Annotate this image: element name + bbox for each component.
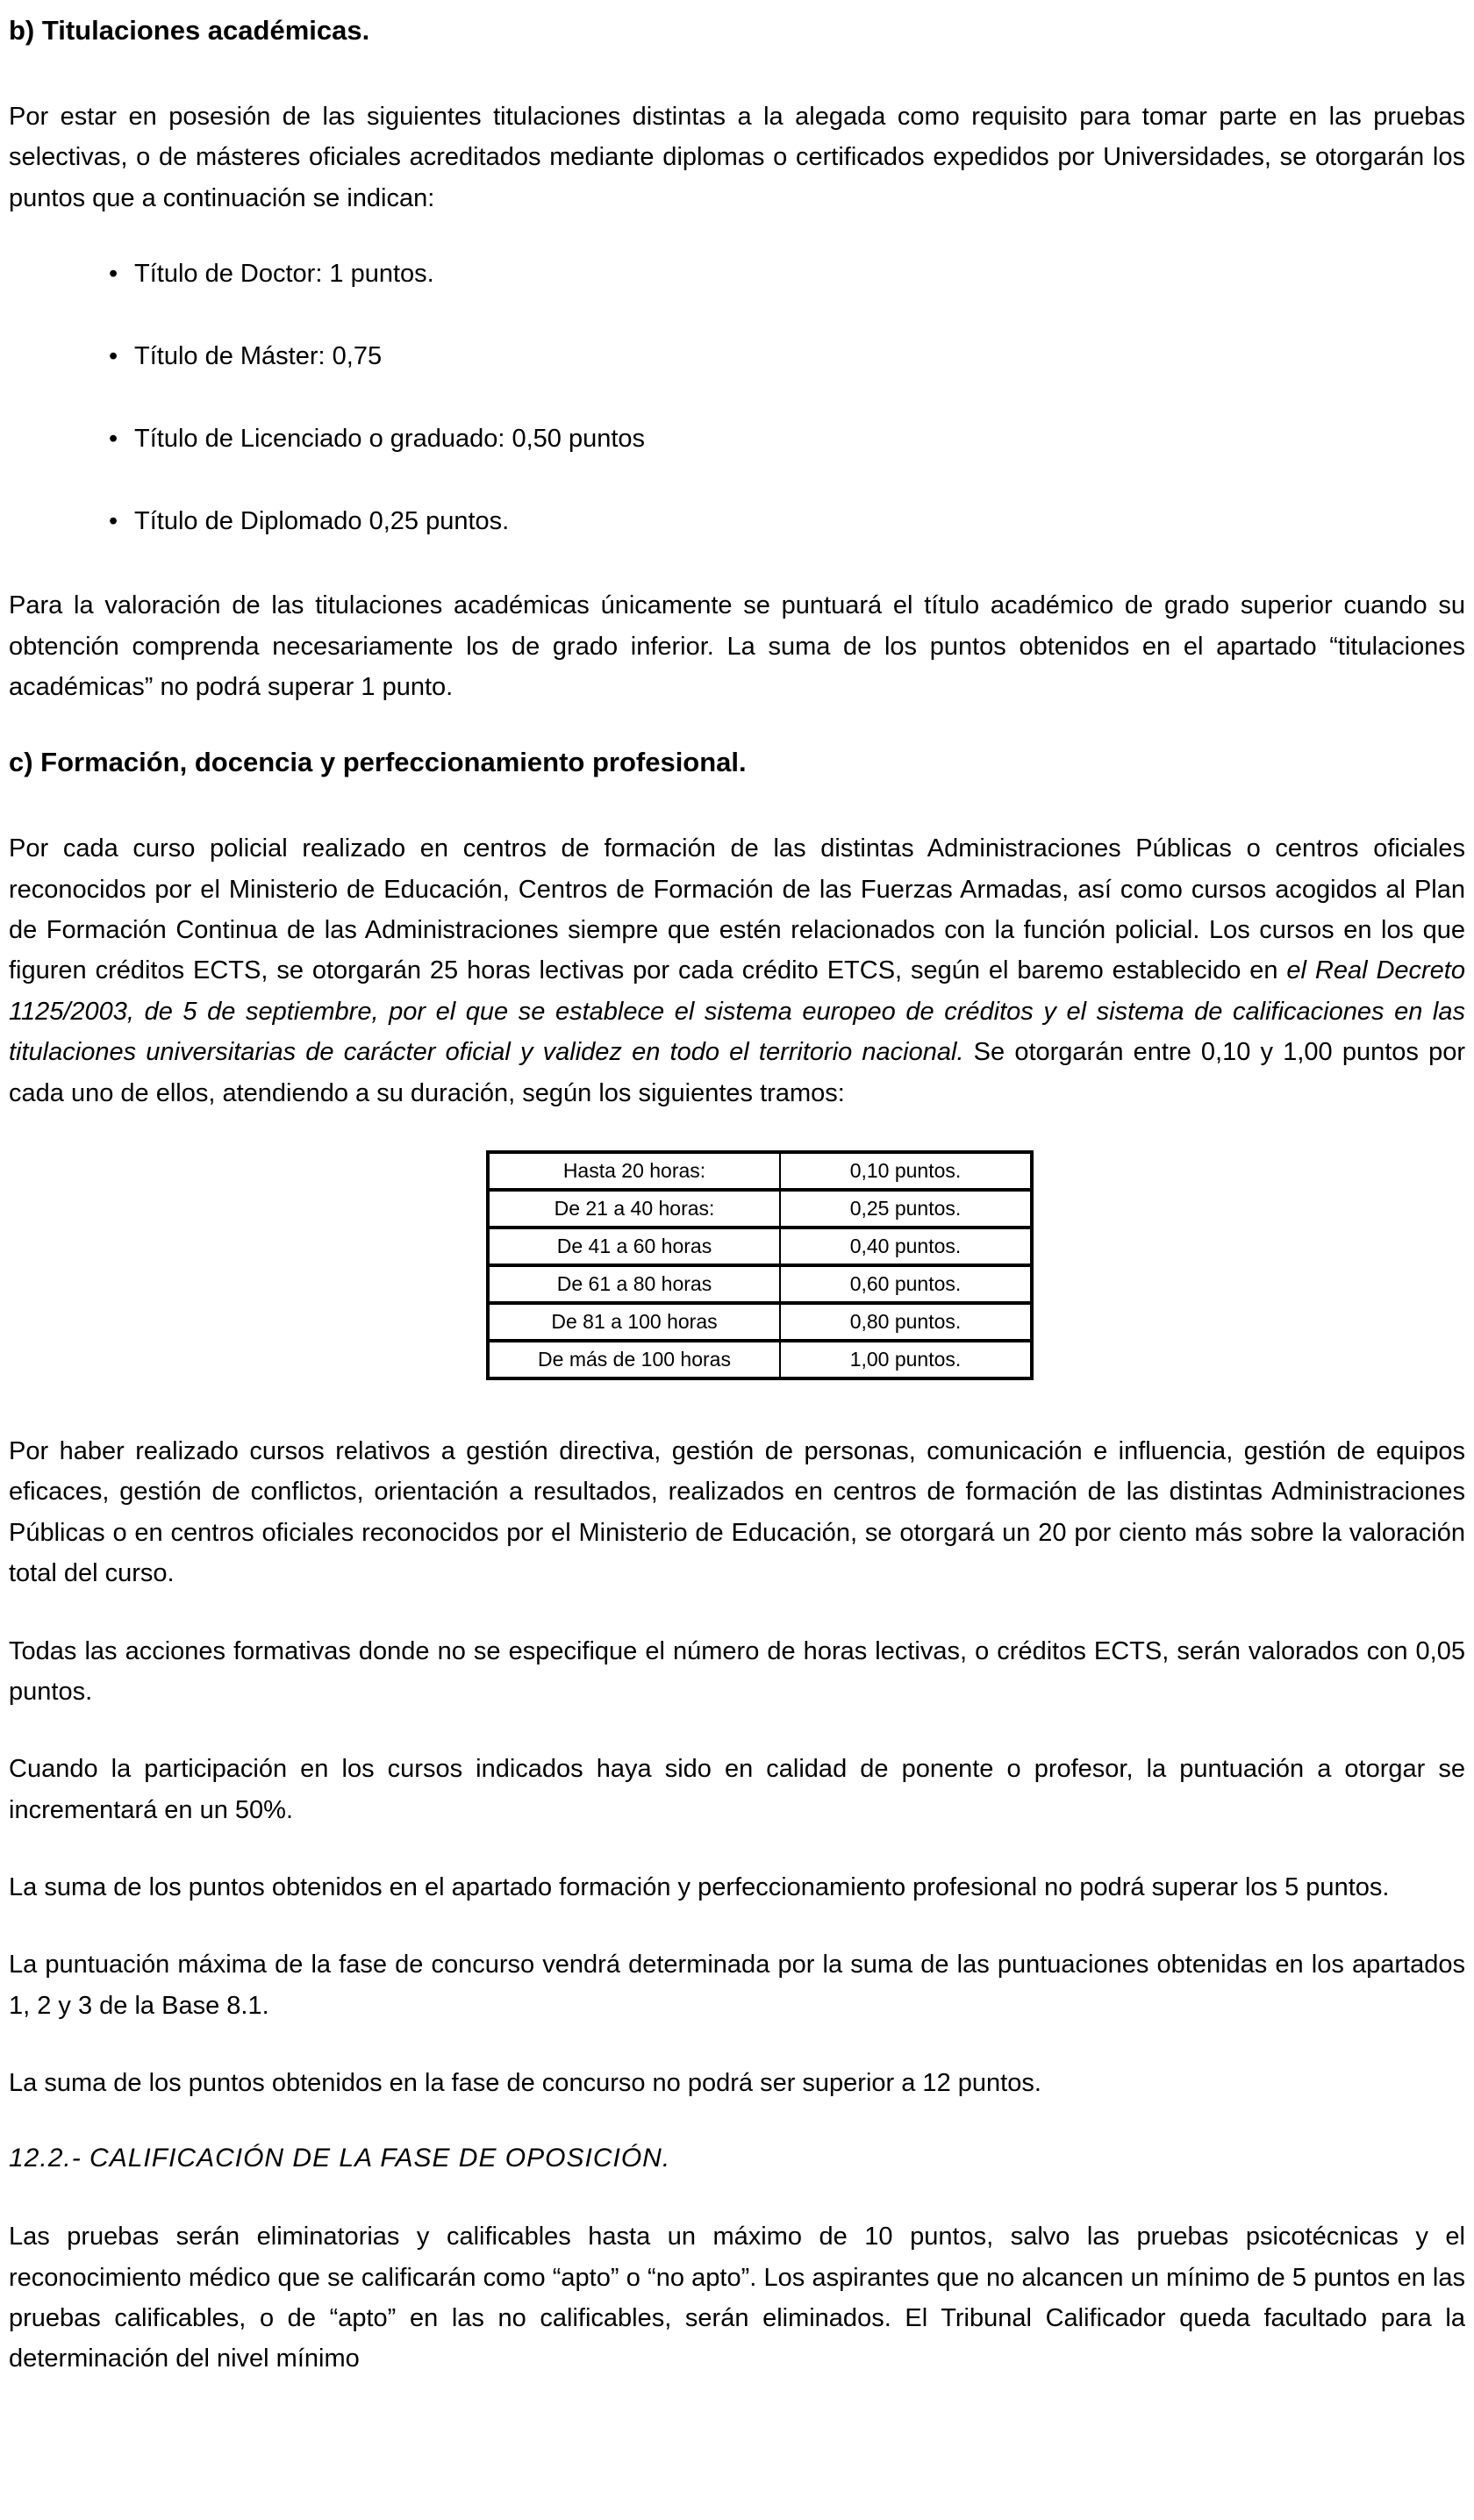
hours-cell: De 21 a 40 horas:: [488, 1190, 780, 1228]
section-b-heading: b) Titulaciones académicas.: [9, 15, 370, 46]
list-item: [9, 420, 1465, 457]
points-table: [486, 1150, 1034, 1380]
section-c-heading: c) Formación, docencia y perfeccionamiento profesional.: [9, 747, 747, 778]
points-cell: 1,00 puntos.: [780, 1341, 1032, 1378]
ponente-paragraph: Cuando la participación en los cursos indicados haya sido en calidad de ponente o profesor, la puntuación a otorgar se incrementará en un 50%.: [9, 1755, 1465, 1824]
management-courses-paragraph: Por haber realizado cursos relativos a gestión directiva, gestión de personas, comunicación e influencia, gestión de equipos eficaces, gestión de conflictos, orientación a resultados, realizados en centros de formación de las distintas Administraciones Públicas o en centros oficiales reconocidos por el Ministerio de Educación, se otorgará un 20 por ciento más sobre la valoración total del curso.: [9, 1436, 1465, 1588]
hours-cell: De 61 a 80 horas: [488, 1265, 780, 1303]
table-row: [488, 1152, 1032, 1190]
list-item: [9, 338, 1465, 375]
no-hours-paragraph: Todas las acciones formativas donde no se especifique el número de horas lectivas, o créditos ECTS, serán valorados con 0,05 puntos.: [9, 1636, 1465, 1706]
max-12-points-paragraph: La suma de los puntos obtenidos en la fase de concurso no podrá ser superior a 12 puntos.: [9, 2069, 1041, 2098]
max-concurso-paragraph: La puntuación máxima de la fase de concurso vendrá determinada por la suma de las puntuaciones obtenidas en los apartados 1, 2 y 3 de la Base 8.1.: [9, 1951, 1465, 2020]
pruebas-paragraph: Las pruebas serán eliminatorias y calificables hasta un máximo de 10 puntos, salvo las pruebas psicotécnicas y el reconocimiento médico que se calificarán como “apto” o “no apto”. Los aspirantes que no alcancen un mínimo de 5 puntos en las pruebas calificables, o de “apto” en las no calificables, serán eliminados. El Tribunal Calificador queda facultado para la determinación del nivel mínimo: [9, 2223, 1465, 2373]
courses-paragraph-start: Por cada curso policial realizado en centros de formación de las distintas Administraciones Públicas o centros oficiales reconocidos por el Ministerio de Educación, Centros de Formación de las Fuerzas Armadas, así como cursos acogidos al Plan de Formación Continua de las Administraciones siempre que estén relacionados con la función policial. Los cursos en los que figuren créditos ECTS, se otorgarán 25 horas lectivas por cada crédito ETCS, según el baremo establecido en: [9, 834, 1465, 985]
points-cell: 0,80 puntos.: [780, 1303, 1032, 1341]
bullet-icon: •: [109, 260, 118, 289]
list-item: [9, 255, 1465, 292]
table-row: [488, 1190, 1032, 1228]
section-b-intro-paragraph: Por estar en posesión de las siguientes titulaciones distintas a la alegada como requisito para tomar parte en las pruebas selectivas, o de másteres oficiales acreditados mediante diplomas o certificados expedidos por Universidades, se otorgarán los puntos que a continuación se indican:: [9, 102, 1465, 212]
bullet-icon: •: [109, 425, 118, 454]
list-item-text: Título de Diplomado 0,25 puntos.: [134, 507, 510, 536]
section-b-closing-paragraph: Para la valoración de las titulaciones académicas únicamente se puntuará el título académico de grado superior cuando su obtención comprenda necesariamente los de grado inferior. La suma de los puntos obtenidos en el apartado “titulaciones académicas” no podrá superar 1 punto.: [9, 591, 1465, 701]
hours-cell: De más de 100 horas: [488, 1341, 780, 1378]
titulaciones-list: [9, 255, 1465, 540]
table-row: [488, 1228, 1032, 1265]
hours-cell: Hasta 20 horas:: [488, 1152, 780, 1190]
list-item-text: Título de Máster: 0,75: [134, 342, 383, 371]
list-item-text: Título de Doctor: 1 puntos.: [134, 260, 434, 289]
points-cell: 0,25 puntos.: [780, 1190, 1032, 1228]
table-row: [488, 1265, 1032, 1303]
section-12-2-heading: 12.2.- CALIFICACIÓN DE LA FASE DE OPOSICIÓN.: [9, 2143, 671, 2173]
points-cell: 0,10 puntos.: [780, 1152, 1032, 1190]
courses-paragraph-decree-italic: el Real Decreto 1125/2003, de 5 de septiembre, por el que se establece el sistema europeo de créditos y el sistema de calificaciones en las titulaciones universitarias de carácter oficial y validez en todo el territorio nacional.: [9, 956, 1465, 1067]
list-item: [9, 503, 1465, 540]
section-c-courses-paragraph: [9, 828, 1465, 1113]
list-item-text: Título de Licenciado o graduado: 0,50 puntos: [134, 425, 646, 454]
courses-paragraph-end: Se otorgarán entre 0,10 y 1,00 puntos por cada uno de ellos, atendiendo a su duración, según los siguientes tramos:: [9, 1038, 1465, 1107]
points-cell: 0,60 puntos.: [780, 1265, 1032, 1303]
hours-cell: De 81 a 100 horas: [488, 1303, 780, 1341]
points-cell: 0,40 puntos.: [780, 1228, 1032, 1265]
max-5-points-paragraph: La suma de los puntos obtenidos en el apartado formación y perfeccionamiento profesional no podrá superar los 5 puntos.: [9, 1873, 1390, 1902]
table-row: [488, 1341, 1032, 1378]
bullet-icon: •: [109, 342, 118, 371]
table-row: [488, 1303, 1032, 1341]
bullet-icon: •: [109, 507, 118, 536]
hours-cell: De 41 a 60 horas: [488, 1228, 780, 1265]
